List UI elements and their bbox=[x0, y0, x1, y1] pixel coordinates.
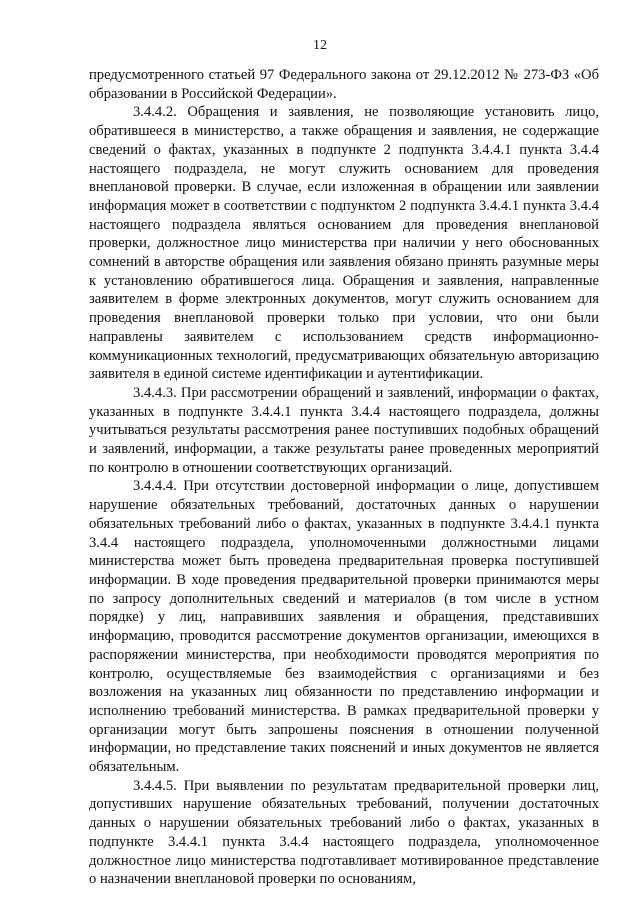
page-number: 12 bbox=[313, 38, 327, 53]
paragraph-3-4-4-3: 3.4.4.3. При рассмотрении обращений и заявлений, информации о фактах, указанных в подпункте 3.4.4.1 пункта 3.4.4 настоящего подраздела, должны учитываться результаты рассмотрения ранее поступивших подобных обращений и заявлений, информации, а также результаты ранее проведенных мероприятий по контролю в отношении соответствующих организаций. bbox=[89, 384, 599, 476]
paragraph-3-4-4-4: 3.4.4.4. При отсутствии достоверной информации о лице, допустившем нарушение обязательных требований, достаточных данных о нарушении обязательных требований либо о фактах, указанных в подпункте 3.4.4.1 пункта 3.4.4 настоящего подраздела, уполномоченными должностными лицами министерства может быть проведена предварительная проверка поступившей информации. В ходе проведения предварительной проверки принимаются меры по запросу дополнительных сведений и материалов (в том числе в устном порядке) у лиц, направивших заявления и обращения, представивших информацию, проводится рассмотрение документов организации, имеющихся в распоряжении министерства, при необходимости проводятся мероприятия по контролю, осуществляемые без взаимодействия с организациями и без возложения на указанных лиц обязанности по представлению информации и исполнению требований министерства. В рамках предварительной проверки у организации могут быть запрошены пояснения в отношении полученной информации, но представление таких пояснений и иных документов не является обязательным. bbox=[89, 478, 599, 776]
paragraph-3-4-4-2: 3.4.4.2. Обращения и заявления, не позволяющие установить лицо, обратившееся в министерство, а также обращения и заявления, не содержащие сведений о фактах, указанных в подпункте 2 подпункта 3.4.4.1 пункта 3.4.4 настоящего подраздела, не могут служить основанием для проведения внеплановой проверки. В случае, если изложенная в обращении или заявлении информация может в соответствии с подпунктом 2 подпункта 3.4.4.1 пункта 3.4.4 настоящего подраздела являться основанием для проведения внеплановой проверки, должностное лицо министерства при наличии у него обоснованных сомнений в авторстве обращения или заявления обязано принять разумные меры к установлению обратившегося лица. Обращения и заявления, направленные заявителем в форме электронных документов, могут служить основанием для проведения внеплановой проверки только при условии, что они были направлены заявителем с использованием средств информационно-коммуникационных технологий, предусматривающих обязательную авторизацию заявителя в единой системе идентификации и аутентификации. bbox=[89, 104, 599, 383]
paragraph-3-4-4-5: 3.4.4.5. При выявлении по результатам предварительной проверки лиц, допустивших нарушение обязательных требований, получении достаточных данных о нарушении обязательных требований либо о фактах, указанных в подпункте 3.4.4.1 пункта 3.4.4 настоящего подраздела, уполномоченное должностное лицо министерства подготавливает мотивированное представление о назначении внеплановой проверки по основаниям, bbox=[89, 777, 599, 888]
document-body bbox=[89, 66, 599, 889]
paragraph-continuation: предусмотренного статьей 97 Федерального закона от 29.12.2012 № 273-ФЗ «Об образовании в Российской Федерации». bbox=[89, 67, 599, 102]
